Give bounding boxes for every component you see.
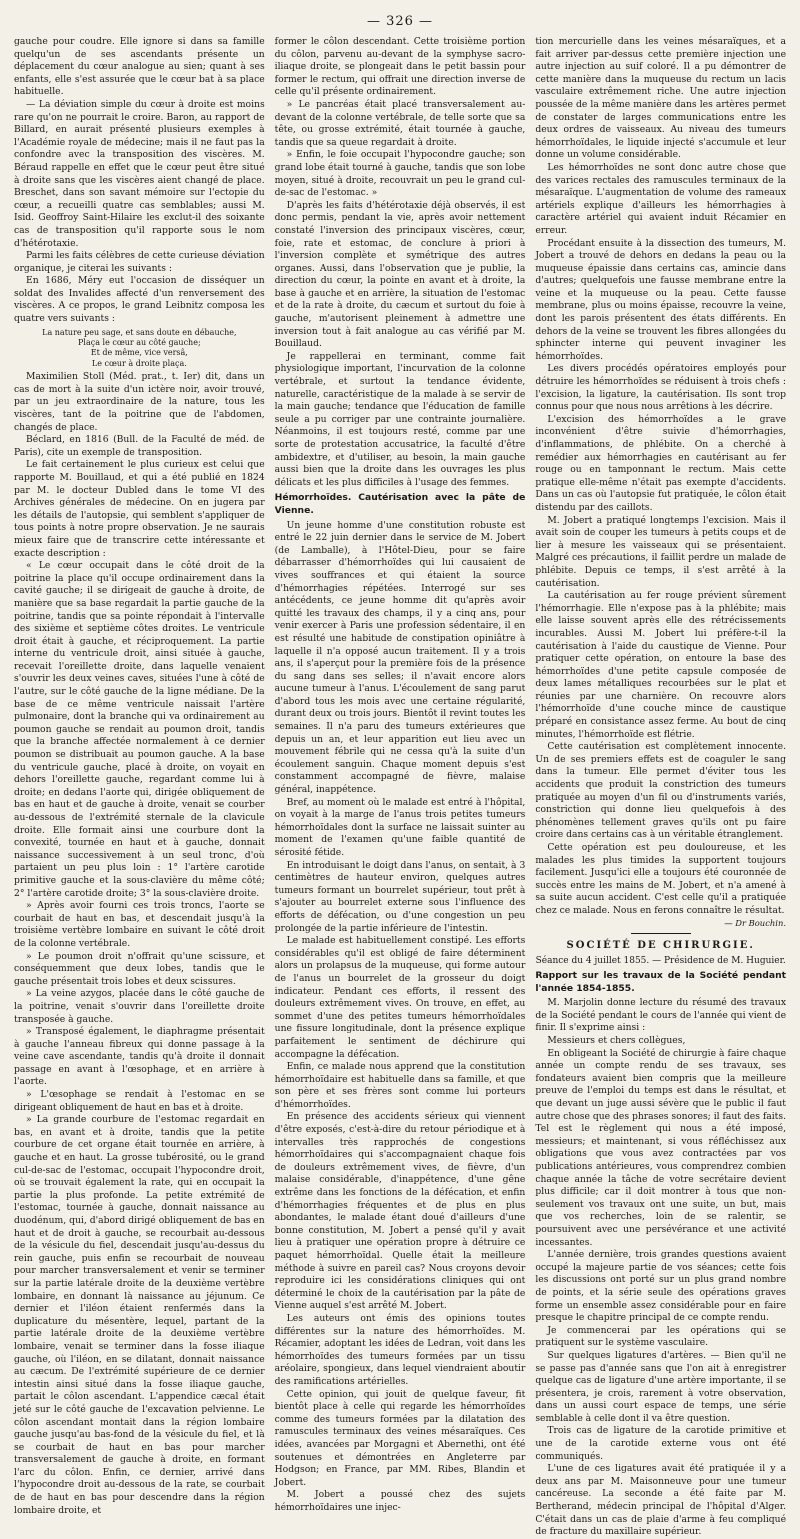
paragraph: former le côlon descendant. Cette troisième portion du côlon, parvenu au-devant de la symphyse sacro-iliaque droite, se plongeait dans le petit bassin pour former le rectum, qui offrait une direction inverse de celle qu'il présente ordinairement.: [274, 36, 526, 98]
paragraph: Maximilien Stoll (Méd. prat., t. Ier) dit, dans un cas de mort à la suite d'un ictère noir, avoir trouvé, par un jeu extraordinaire de la nature, tous les viscères, tant de la poitrine que de l'abdomen, changés de place.: [14, 371, 265, 433]
paragraph: Cette cautérisation est complètement innocente. Un de ses premiers effets est de coaguler le sang dans la tumeur. Elle permet d'éviter tous les accidents que produit la constriction des tumeurs pratiquée au moyen d'un fil ou d'instruments variés, constriction qui donne lieu quelquefois à des phénomènes tellement graves qu'ils ont pu faire croire dans certains cas à un véritable étranglement.: [535, 741, 787, 841]
session-line: Séance du 4 juillet 1855. — Présidence de M. Huguier.: [535, 955, 786, 966]
verse-line: La nature peu sage, et sans doute en débauche,: [42, 327, 237, 337]
paragraph: gauche pour coudre. Elle ignore si dans sa famille quelqu'un de ses ascendants présente un déplacement du cœur analogue au sien; quant à ses enfants, elle s'est assurée que le cœur bat à sa place habituelle.: [14, 36, 265, 98]
paragraph: » La veine azygos, placée dans le côté gauche de la poitrine, venait s'ouvrir dans l'oreillette droite transposée à gauche.: [14, 988, 265, 1025]
paragraph: Le malade est habituellement constipé. Les efforts considérables qu'il est obligé de faire déterminent alors un prolapsus de la muqueuse, qui forme autour de l'anus un bourrelet de la grosseur du doigt indicateur. Pendant ces efforts, il ressent des douleurs extrêmement vives. On trouve, en effet, au sommet d'une des petites tumeurs hémorrhoïdales une fissure longitudinale, dont la présence explique parfaitement le sentiment de déchirure qui accompagne la défécation.: [274, 935, 526, 1060]
paragraph: » Transposé également, le diaphragme présentait à gauche l'anneau fibreux qui donne passage à la veine cave ascendante, tandis qu'à droite il donnait passage en avant à l'œsophage, et en arrière à l'aorte.: [14, 1026, 265, 1088]
paragraph: » La grande courbure de l'estomac regardait en bas, en avant et à droite, tandis que la petite courbure de cet organe était tournée en arrière, à gauche et en haut. La grosse tubérosité, ou le grand cul-de-sac de l'estomac, occupait l'hypocondre droit, où se trouvait également la rate, qui en occupait la partie la plus profonde. La petite extrémité de l'estomac, tournée à gauche, donnait naissance au duodénum, qui, d'abord dirigé obliquement de bas en haut et de droit à gauche, se recourbait au-dessous de la vésicule du fiel, descendait jusqu'au-dessus du rein gauche, puis enfin se recourbait de nouveau pour marcher transversalement et venir se terminer sur la partie latérale droite de la deuxième vertèbre lombaire, en donnant là naissance au jéjunum. Ce dernier et l'iléon étaient renfermés dans la duplicature du mésentère, lequel, partant de la partie latérale droite de la deuxième vertèbre lombaire, venait se terminer dans la fosse iliaque gauche, où l'iléon, en se dilatant, donnait naissance au cæcum. De l'extrémité supérieure de ce dernier intestin ainsi situé dans la fosse iliaque gauche, partait le côlon ascendant. L'appendice cæcal était jeté sur le côté gauche de l'excavation pelvienne. Le côlon ascendant montait dans la région lombaire gauche jusqu'au bas-fond de la vésicule du fiel, et là se courbait de haut en bas pour marcher transversalement de gauche à droite, en formant l'arc du côlon. Enfin, ce dernier, arrivé dans l'hypocondre droit au-dessous de la rate, se courbait de de haut en bas pour descendre dans la région lombaire droite, et: [14, 1114, 265, 1516]
paragraph: Béclard, en 1816 (Bull. de la Faculté de méd. de Paris), cite un exemple de transposition.: [14, 434, 265, 458]
paragraph: Les auteurs ont émis des opinions toutes différentes sur la nature des hémorrhoïdes. M. Récamier, adoptant les idées de Ledran, voit dans les hémorrhoïdes des tumeurs formées par un tissu aréolaire, spongieux, dans lequel viendraient aboutir des ramifications artérielles.: [274, 1312, 526, 1387]
paragraph: L'excision des hémorrhoïdes a le grave inconvénient d'être suivie d'hémorrhagies, d'inflammations, de phlébite. On a cherché à remédier aux hémorrhagies en cautérisant au fer rouge ou en tamponnant le rectum. Mais cette pratique elle-même n'était pas exempte d'accidents. Dans un cas où l'autopsie fut pratiquée, le côlon était distendu par des caillots.: [535, 413, 787, 513]
section-heading-hemorrhoids: Hémorrhoïdes. Cautérisation avec la pâte de Vienne.: [274, 492, 526, 516]
column-left: [14, 36, 265, 1516]
paragraph: En introduisant le doigt dans l'anus, on sentait, à 3 centimètres de hauteur environ, quelques autres tumeurs formant un bourrelet supérieur, tout prêt à s'ajouter au bourrelet externe sous l'influence des efforts de défécation, ou d'une congestion un peu prolongée de la partie inférieure de l'intestin.: [274, 859, 526, 934]
paragraph: Un jeune homme d'une constitution robuste est entré le 22 juin dernier dans le service de M. Jobert (de Lamballe), à l'Hôtel-Dieu, pour se faire débarrasser d'hémorrhoïdes qui lui causaient de vives souffrances et qui étaient la source d'hémorrhagies répétées. Interrogé sur ses antécédents, ce jeune homme dit qu'après avoir quitté les travaux des champs, il y a cinq ans, pour venir exercer à Paris une profession sédentaire, il en est résulté une habitude de constipation opiniâtre à laquelle il n'a opposé aucun traitement. Il y a trois ans, il s'aperçut pour la première fois de la présence du sang dans ses selles; il n'avait encore alors aucune tumeur à l'anus. L'écoulement de sang parut d'abord tous les mois avec une certaine régularité, durant deux ou trois jours. Bientôt il revint toutes les semaines. Il n'a paru des tumeurs extérieures que depuis un an, et leur apparition eut lieu avec un mouvement fébrile qui ne cessa qu'à la suite d'un écoulement sanguin. Chaque moment depuis s'est constamment accompagné de fièvre, malaise général, inappétence.: [274, 519, 526, 796]
paragraph: » Le pancréas était placé transversalement au-devant de la colonne vertébrale, de telle sorte que sa tête, ou grosse extrémité, était tournée à gauche, tandis que sa queue regardait à droite.: [274, 98, 526, 148]
paragraph: Trois cas de ligature de la carotide primitive et une de la carotide externe vous ont été communiqués.: [535, 1425, 787, 1462]
paragraph: « Le cœur occupait dans le côté droit de la poitrine la place qu'il occupe ordinairement dans la cavité gauche; il se dirigeait de gauche à droite, de manière que sa base regardait la partie gauche de la poitrine, tandis que sa pointe répondait à l'intervalle des sixième et septième côtes droites. Le ventricule droit était à gauche, et réciproquement. La partie interne du ventricule droit, ainsi située à gauche, recevait l'oreillette droite, dans laquelle venaient s'ouvrir les deux veines caves, situées l'une à côté de l'autre, sur le côté gauche de la ligne médiane. De la base de ce même ventricule naissait l'artère pulmonaire, dont la branche qui va ordinairement au poumon gauche se rendait au poumon droit, tandis que la branche affectée normalement à ce dernier poumon se distribuait au poumon gauche. A la base du ventricule gauche, placé à droite, on voyait en dehors l'oreillette gauche, regardant comme lui à droite; en dedans l'aorte qui, dirigée obliquement de bas en haut et de gauche à droite, venait se courber au-dessous de l'extrémité sternale de la clavicule droite. Elle formait ainsi une courbure dont la convexité, tournée en haut et à gauche, donnait naissance successivement à un seul tronc, d'où partaient un peu plus loin : 1° l'artère carotide primitive gauche et la sous-clavière du même côté; 2° l'artère carotide droite; 3° la sous-clavière droite.: [14, 560, 265, 899]
paragraph: En présence des accidents sérieux qui viennent d'être exposés, c'est-à-dire du retour périodique et à intervalles très rapprochés de congestions hémorrhoïdaires qui s'accompagnaient chaque fois de douleurs extrêmement vives, de fièvre, d'un malaise considérable, d'inappétence, d'une gêne extrême dans les fonctions de la défécation, et enfin d'hémorrhagies fréquentes et de plus en plus abondantes, le malade étant doué d'ailleurs d'une bonne constitution, M. Jobert a pensé qu'il y avait lieu à pratiquer une opération propre à détruire ce paquet hémorrhoïdal. Quelle était la meilleure méthode à suivre en pareil cas? Nous croyons devoir reproduire ici les considérations cliniques qui ont déterminé le choix de la cautérisation par la pâte de Vienne auquel s'est arrêté M. Jobert.: [274, 1111, 526, 1312]
leibnitz-verse: [14, 328, 265, 370]
text-columns: [14, 36, 787, 1538]
paragraph: L'année dernière, trois grandes questions avaient occupé la majeure partie de vos séances; cette fois les discussions ont porté sur un plus grand nombre de points, et la série seule des opérations graves forme un ensemble assez considérable pour en faire presque le chapitre principal de ce compte rendu.: [535, 1249, 787, 1324]
paragraph: Cette opération est peu douloureuse, et les malades les plus timides la supportent toujours facilement. Jusqu'ici elle a toujours été couronnée de succès entre les mains de M. Jobert, et n'a amené à sa suite aucun accident. C'est celle qu'il a pratiquée chez ce malade. Nous en ferons connaître le résultat.: [535, 842, 787, 916]
paragraph: » Le poumon droit n'offrait qu'une scissure, et conséquemment que deux lobes, tandis que le gauche présentait trois lobes et deux scissures.: [14, 950, 265, 987]
column-middle: [274, 36, 526, 1513]
paragraph: » Après avoir fourni ces trois troncs, l'aorte se courbait de haut en bas, et descendait jusqu'à la troisième vertèbre lombaire en suivant le côté droit de la colonne vertébrale.: [14, 900, 265, 949]
paragraph: M. Jobert a poussé chez des sujets hémorrhoïdaires une injec-: [274, 1489, 526, 1513]
section-divider: [631, 933, 691, 934]
paragraph: Sur quelques ligatures d'artères. — Bien qu'il ne se passe pas d'année sans que l'on ait à enregistrer quelque cas de ligature d'une artère importante, il se présentera, je crois, rarement à votre observation, dans un aussi court espace de temps, une série semblable à celle dont il va être question.: [535, 1349, 787, 1424]
paragraph: En 1686, Méry eut l'occasion de disséquer un soldat des Invalides affecté d'un renversement des viscères. A ce propos, le grand Leibnitz composa les quatre vers suivants :: [14, 275, 265, 325]
paragraph: En obligeant la Société de chirurgie à faire chaque année un compte rendu de ses travaux, ses fondateurs avaient bien compris que la meilleure preuve de l'emploi du temps est dans le résultat, et que devant un juge aussi sévère que le public il faut autre chose que des phrases sonores; il faut des faits. Tel est le règlement qui nous a été imposé, messieurs; et maintenant, si vous réfléchissez aux obligations que vous avez contractées par vos publications antérieures, vous comprendrez combien chaque année la tâche de votre secrétaire devient plus difficile; car il doit montrer à tous que non-seulement vos travaux ont une suite, un but, mais que vos recherches, loin de se ralentir, se poursuivent avec une persévérance et une activité incessantes.: [535, 1047, 787, 1248]
paragraph: tion mercurielle dans les veines mésaraïques, et a fait arriver par-dessus cette première injection une autre injection au suif coloré. Il a pu démontrer de cette manière dans la muqueuse du rectum un lacis vasculaire extrêmement riche. Une autre injection poussée de la même manière dans les artères permet de constater de larges communications entre les deux ordres de vaisseaux. Au niveau des tumeurs hémorrhoïdales, le liquide injecté s'accumule et leur donne un volume considérable.: [535, 36, 787, 161]
paragraph: Enfin, ce malade nous apprend que la constitution hémorrhoïdaire est habituelle dans sa famille, et que son père et ses frères sont comme lui porteurs d'hémorrhoïdes.: [274, 1061, 526, 1110]
author-signature: — Dr Bouchin.: [724, 917, 787, 928]
paragraph: Bref, au moment où le malade est entré à l'hôpital, on voyait à la marge de l'anus trois petites tumeurs hémorrhoïdales dont la surface ne laissait suinter au moment de l'examen qu'une faible quantité de sérosité fétide.: [274, 796, 526, 858]
paragraph: » L'œsophage se rendait à l'estomac en se dirigeant obliquement de haut en bas et à droite.: [14, 1089, 265, 1113]
paragraph: — La déviation simple du cœur à droite est moins rare qu'on ne pourrait le croire. Baron, au rapport de Billard, en aurait présenté plusieurs exemples à l'Académie royale de médecine; mais il ne faut pas la confondre avec la transposition des viscères. M. Béraud rappelle en effet que le cœur peut être situé à droite sans que les viscères aient changé de place. Breschet, dans son savant mémoire sur l'ectopie du cœur, a recueilli quatre cas semblables; aussi M. Isid. Geoffroy Saint-Hilaire les exclut-il des soixante cas de transposition qu'il rapporte sous le nom d'hétérotaxie.: [14, 98, 265, 249]
society-title: SOCIÉTÉ DE CHIRURGIE.: [566, 940, 755, 952]
verse-line: Le cœur à droite plaça.: [91, 358, 187, 368]
paragraph: Les hémorrhoïdes ne sont donc autre chose que des varices rectales des ramuscules terminaux de la mésaraïque. L'augmentation de volume des rameaux artériels explique d'ailleurs les hémorrhagies à caractère artériel qui avaient induit Récamier en erreur.: [535, 161, 787, 236]
page-number: — 326 —: [366, 14, 434, 29]
paragraph: » Enfin, le foie occupait l'hypocondre gauche; son grand lobe était tourné à gauche, tandis que son lobe moyen, situé à droite, recouvrait un peu le grand cul-de-sac de l'estomac. »: [274, 149, 526, 199]
paragraph: Procédant ensuite à la dissection des tumeurs, M. Jobert a trouvé de dehors en dedans la peau ou la muqueuse épaissie dans certains cas, amincie dans d'autres; quelquefois une fausse membrane entre la veine et la muqueuse ou la peau. Cette fausse membrane, plus ou moins épaisse, recouvre la veine, dont les parois présentent des états différents. En dehors de la veine se trouvent les fibres allongées du sphincter interne qui peuvent invaginer les hémorrhoïdes.: [535, 237, 787, 362]
paragraph: Le fait certainement le plus curieux est celui que rapporte M. Bouillaud, et qui a été publié en 1824 par M. le docteur Dubled dans le tome VI des Archives générales de médecine. On en jugera par les détails de l'autopsie, qui semblent s'appliquer de tous points à notre propre observation. Je ne saurais mieux faire que de transcrire cette intéressante et exacte description :: [14, 459, 265, 559]
paragraph: La cautérisation au fer rouge prévient sûrement l'hémorrhagie. Elle n'expose pas à la phlébite; mais elle laisse souvent après elle des rétrécissements incurables. Aussi M. Jobert lui préfère-t-il la cautérisation à l'aide du caustique de Vienne. Pour pratiquer cette opération, on entoure la base des hémorrhoïdes d'une petite capsule composée de deux lames métalliques recourbées sur le plat et réunies par une charnière. On recouvre alors l'hémorrhoïde d'une couche mince de caustique préparé en consistance assez ferme. Au bout de cinq minutes, l'hémorrhoïde est flétrie.: [535, 590, 787, 740]
paragraph: Cette opinion, qui jouit de quelque faveur, fit bientôt place à celle qui regarde les hémorrhoïdes comme des tumeurs formées par la dilatation des ramuscules terminaux des veines mésaraïques. Ces idées, avancées par Morgagni et Abernethi, ont été soutenues et démontrées en Angleterre par Hodgson; en France, par MM. Ribes, Blandin et Jobert.: [274, 1388, 526, 1488]
paragraph: Je commencerai par les opérations qui se pratiquent sur le système vasculaire.: [535, 1324, 787, 1349]
paragraph: Messieurs et chers collègues,: [547, 1035, 686, 1047]
paragraph: Parmi les faits célèbres de cette curieuse déviation organique, je citerai les suivants :: [14, 250, 265, 274]
paragraph: L'une de ces ligatures avait été pratiquée il y a deux ans par M. Maisonneuve pour une tumeur cancéreuse. La seconde a été faite par M. Bertherand, médecin principal de l'hôpital d'Alger. C'était dans un cas de plaie d'arme à feu compliqué de fracture du maxillaire supérieur.: [535, 1463, 787, 1538]
paragraph: Je rappellerai en terminant, comme fait physiologique important, l'incurvation de la colonne vertébrale, et surtout la tendance évidente, naturelle, caractéristique de la malade à se servir de la main gauche; tendance que l'éducation de famille seule a pu corriger par une contrainte journalière. Néanmoins, il est toujours resté, comme par une sorte de protestation accusatrice, la faculté d'être ambidextre, et d'utiliser, au besoin, la main gauche aussi bien que la droite dans les ouvrages les plus délicats et les plus difficiles à l'usage des femmes.: [274, 350, 526, 488]
verse-line: Plaça le cœur au côté gauche;: [78, 338, 201, 348]
column-right: [535, 36, 787, 1538]
verse-line: Et de même, vice versâ,: [90, 348, 188, 358]
paragraph: Les divers procédés opératoires employés pour détruire les hémorrhoïdes se réduisent à trois chefs : l'excision, la ligature, la cautérisation. Ils sont trop connus pour que nous nous arrêtions à les décrire.: [535, 363, 787, 413]
paragraph: M. Marjolin donne lecture du résumé des travaux de la Société pendant le cours de l'année qui vient de finir. Il s'exprime ainsi :: [535, 997, 787, 1034]
report-heading: Rapport sur les travaux de la Société pendant l'année 1854-1855.: [535, 970, 787, 994]
paragraph: D'après les faits d'hétérotaxie déjà observés, il est donc permis, pendant la vie, après avoir nettement constaté l'inversion des principaux viscères, cœur, foie, rate et estomac, de conclure à priori à l'inversion complète et symétrique des autres organes. Aussi, dans l'observation que je publie, la direction du cœur, la pointe en avant et à droite, la base à gauche et en arrière, la situation de l'estomac et de la rate à droite, du cæcum et surtout du foie à gauche, m'autorisent pleinement à admettre une inversion tout à fait analogue au cas vérifié par M. Bouillaud.: [274, 199, 526, 350]
paragraph: M. Jobert a pratiqué longtemps l'excision. Mais il avait soin de couper les tumeurs à petits coups et de lier à mesure les vaisseaux qui se présentaient. Malgré ces précautions, il faillit perdre un malade de phlébite. Depuis ce temps, il s'est arrêté à la cautérisation.: [535, 514, 787, 589]
